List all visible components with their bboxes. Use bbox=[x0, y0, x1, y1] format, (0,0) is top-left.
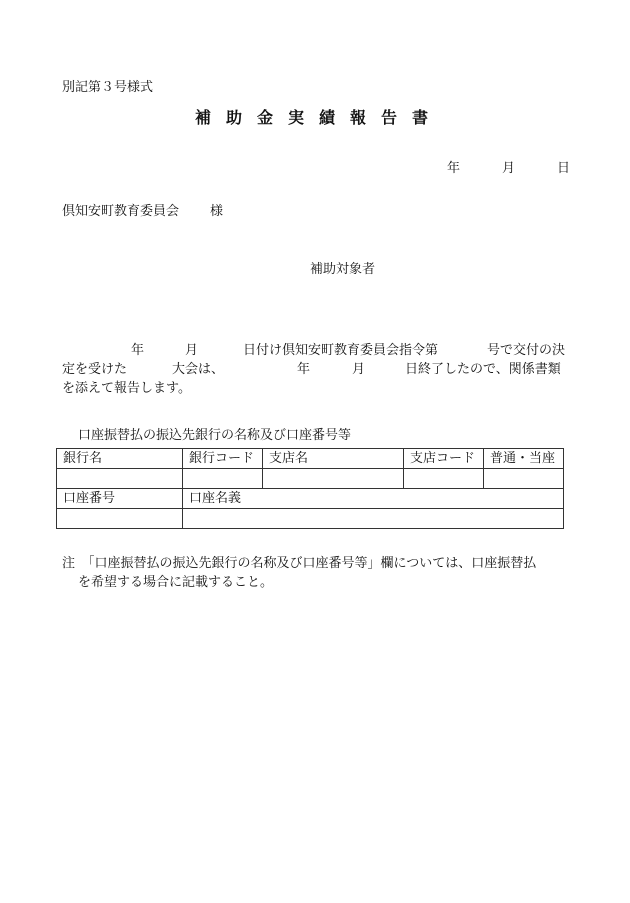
account-number-header: 口座番号 bbox=[57, 489, 183, 509]
body-line1-text: 日付け倶知安町教育委員会指令第 bbox=[243, 343, 439, 358]
bank-code-field[interactable] bbox=[183, 469, 263, 489]
bank-name-field[interactable] bbox=[57, 469, 183, 489]
table-row bbox=[57, 489, 564, 509]
body-line2-event: 大会は、 bbox=[172, 362, 225, 377]
document-title: 補助金実績報告書 bbox=[194, 108, 443, 127]
body-line2-year: 年 bbox=[297, 362, 311, 377]
date-year-label: 年 bbox=[447, 161, 461, 176]
body-line3: を添えて報告します。 bbox=[62, 381, 191, 396]
branch-code-header: 支店コード bbox=[404, 449, 484, 469]
bank-account-table bbox=[56, 448, 564, 529]
note-line1: 注 「口座振替払の振込先銀行の名称及び口座番号等」欄については、口座振替払 bbox=[62, 556, 537, 571]
date-day-label: 日 bbox=[557, 161, 571, 176]
body-line2-month: 月 bbox=[352, 362, 366, 377]
addressee-honorific: 様 bbox=[210, 204, 224, 219]
account-type-header: 普通・当座 bbox=[484, 449, 564, 469]
table-row bbox=[57, 469, 564, 489]
account-holder-header: 口座名義 bbox=[183, 489, 564, 509]
account-holder-field[interactable] bbox=[183, 509, 564, 529]
body-line2-head: 定を受けた bbox=[62, 362, 128, 377]
bank-name-header: 銀行名 bbox=[57, 449, 183, 469]
table-row bbox=[57, 449, 564, 469]
body-line1-month: 月 bbox=[185, 343, 199, 358]
account-type-field[interactable] bbox=[484, 469, 564, 489]
bank-code-header: 銀行コード bbox=[183, 449, 263, 469]
subsidy-recipient-label: 補助対象者 bbox=[310, 262, 376, 277]
branch-name-field[interactable] bbox=[263, 469, 404, 489]
body-line1-tail: 号で交付の決 bbox=[487, 343, 566, 358]
body-line2-tail: 日終了したので、関係書類 bbox=[405, 362, 561, 377]
form-number: 別記第３号様式 bbox=[62, 80, 154, 95]
date-month-label: 月 bbox=[502, 161, 516, 176]
addressee: 倶知安町教育委員会 bbox=[62, 204, 180, 219]
body-line1-year: 年 bbox=[131, 343, 145, 358]
bank-section-title: 口座振替払の振込先銀行の名称及び口座番号等 bbox=[78, 428, 352, 443]
branch-code-field[interactable] bbox=[404, 469, 484, 489]
note-line2: を希望する場合に記載すること。 bbox=[78, 575, 274, 590]
branch-name-header: 支店名 bbox=[263, 449, 404, 469]
account-number-field[interactable] bbox=[57, 509, 183, 529]
table-row bbox=[57, 509, 564, 529]
